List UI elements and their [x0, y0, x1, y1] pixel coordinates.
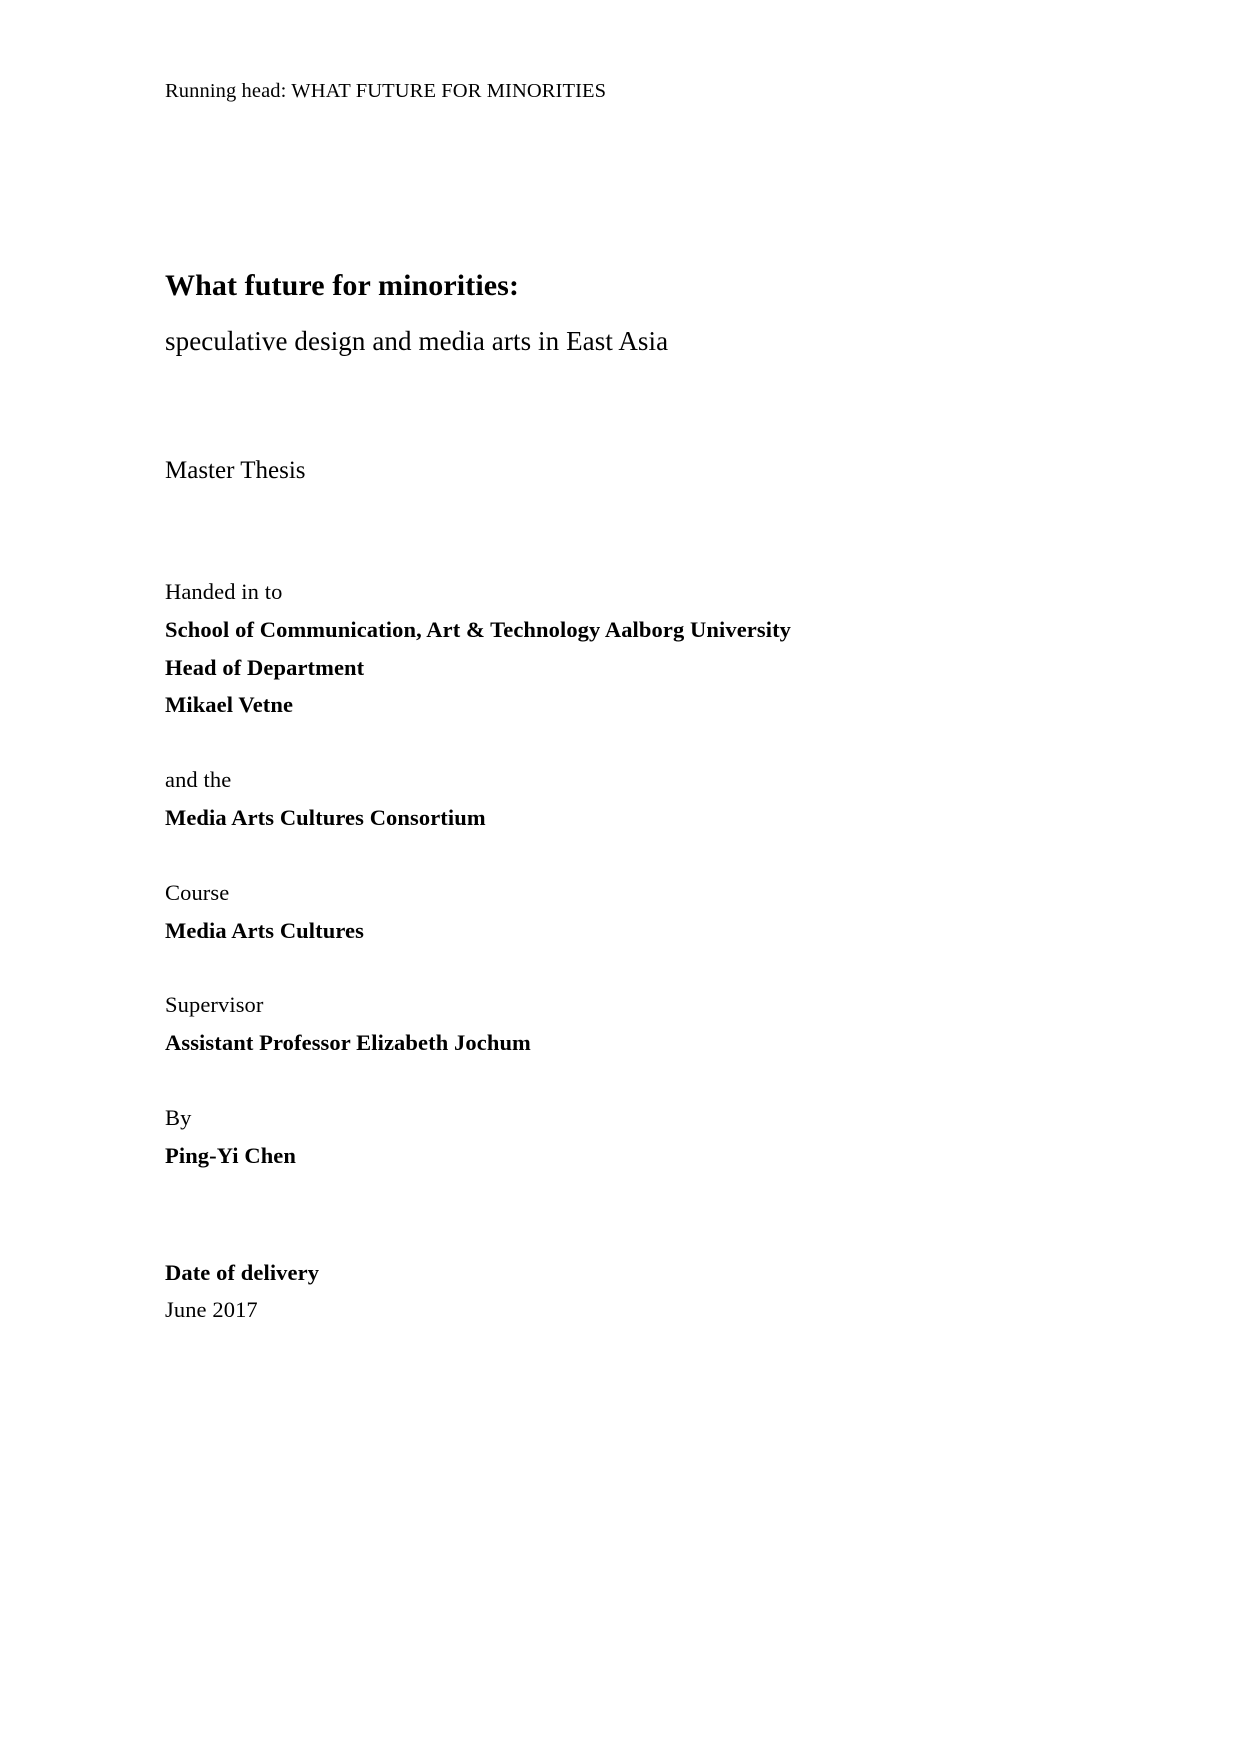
meta-value-author: Ping-Yi Chen — [165, 1142, 297, 1168]
meta-group-delivery-date — [165, 1254, 1085, 1330]
meta-value-course: Media Arts Cultures — [165, 917, 364, 943]
page-subtitle: speculative design and media arts in East Asia — [165, 325, 669, 356]
meta-value-person: Mikael Vetne — [165, 692, 294, 718]
meta-label: Course — [165, 879, 230, 905]
meta-group-course — [165, 874, 1085, 950]
delivery-date-value: June 2017 — [165, 1297, 258, 1323]
metadata-block — [165, 573, 1085, 1329]
meta-group-author — [165, 1099, 1085, 1175]
title-block — [165, 266, 1085, 360]
meta-value-consortium: Media Arts Cultures Consortium — [165, 804, 486, 830]
meta-label: Supervisor — [165, 992, 264, 1018]
meta-value-supervisor: Assistant Professor Elizabeth Jochum — [165, 1030, 531, 1056]
meta-value-institution: School of Communication, Art & Technology Aalborg University — [165, 616, 792, 642]
page-title: What future for minorities: — [165, 269, 520, 302]
meta-label: Handed in to — [165, 579, 283, 604]
thesis-type-label: Master Thesis — [165, 457, 306, 484]
meta-group-supervisor — [165, 986, 1085, 1062]
running-head: Running head: WHAT FUTURE FOR MINORITIES — [165, 80, 607, 102]
meta-group-handed-in-to — [165, 573, 1085, 724]
meta-label: By — [165, 1104, 192, 1130]
delivery-date-label: Date of delivery — [165, 1259, 320, 1285]
meta-value-role: Head of Department — [165, 654, 365, 680]
meta-group-and-the — [165, 761, 1085, 837]
meta-label: and the — [165, 767, 232, 793]
